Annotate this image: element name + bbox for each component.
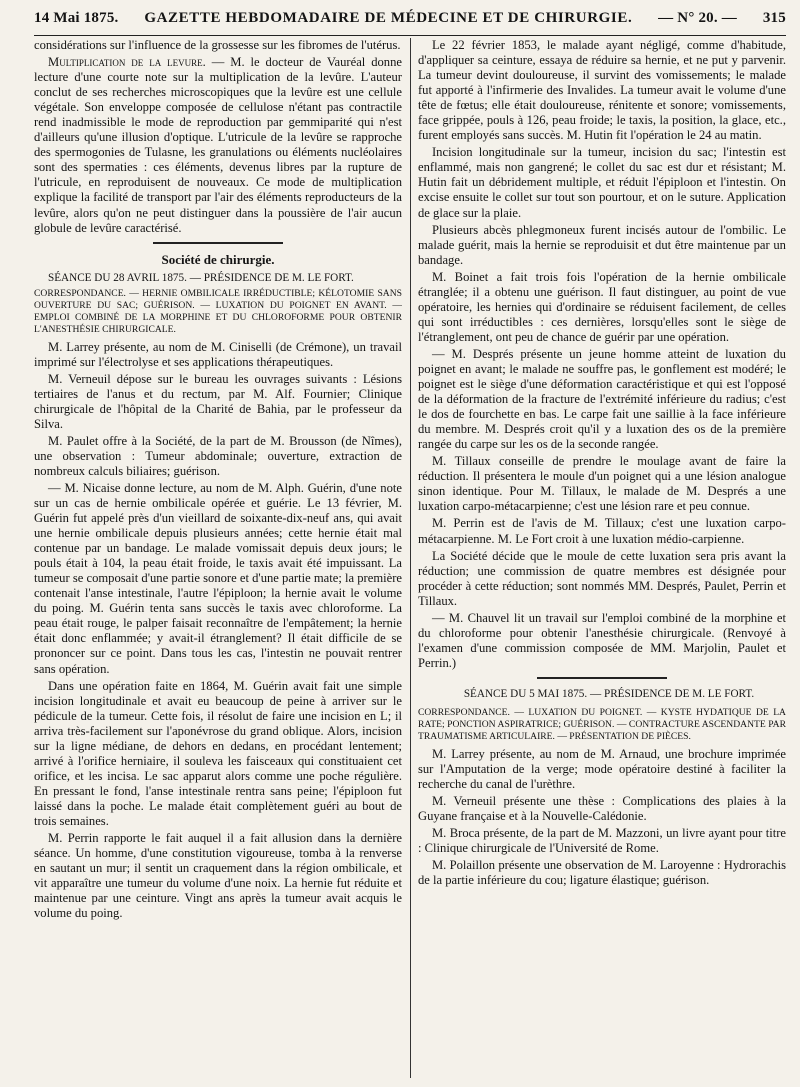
paragraph: M. Perrin rapporte le fait auquel il a fait allusion dans la dernière séance. Un homme, d'une constitution vigoureuse, tomba à la renverse en sautant un mur; il sentit un craquement dans la région ombilicale, et vit apparaître une tumeur du volume d'une noix. La hernie fut réduite et maintenue par une ceinture. Vingt ans après la tumeur avait acquis le volume du poing. bbox=[34, 831, 402, 921]
paragraph: Plusieurs abcès phlegmoneux furent incisés autour de l'ombilic. Le malade guérit, mais la hernie se reproduisit et dut être maintenue par un bandage. bbox=[417, 222, 786, 267]
paragraph: M. Paulet offre à la Société, de la part de M. Brousson (de Nîmes), une observation : Tumeur abdominale; ouverture, extraction de nombreux calculs biliaires; guérison. bbox=[34, 433, 402, 478]
paragraph: Dans une opération faite en 1864, M. Guérin avait fait une simple incision longitudinale et avait eu beaucoup de peine à arriver sur le pédicule de la tumeur. Cette fois, il résolut de faire une incision en L; il arriva très-facilement sur l'aponévrose du grand oblique. Alors, incision sur la ligne médiane, de dehors en dedans, en procédant lentement; arrivé à l'orifice herniaire, il souleva les faisceaux qui constituaient cet orifice, et les incisa. Le sac apparut alors comme une poche régulière. En pressant le fond, l'anse intestinale rentra sans peine; l'épiploon fut laissé dans la poche. Le malade était complètement guéri au bout de trois semaines. bbox=[34, 678, 402, 828]
paragraph: Incision longitudinale sur la tumeur, incision du sac; l'intestin est enflammé, mais non gangrené; le collet du sac est dur et résistant; M. Hutin fait un débridement multiple, et réduit l'épiploon et l'intestin. On excise ensuite le collet sur tout son pourtour, et on le suture. Application de glace sur la plaie. bbox=[417, 145, 786, 220]
paragraph-heading: Multiplication de la levure. bbox=[48, 55, 206, 70]
paragraph: M. Perrin est de l'avis de M. Tillaux; c'est une luxation carpo-métacarpienne. M. Le Fort croit à une luxation médio-carpienne. bbox=[417, 516, 786, 546]
paragraph: — M. Després présente un jeune homme atteint de luxation du poignet en avant; le malade ne souffre pas, le gonflement est modéré; le poignet est le siège d'une déformation caractéristique et qui est l'opposé de la déformation de la fracture de l'extrémité inférieure du radius; c'est le dos de fourchette en bas. Le carpe fait une saillie à la face inférieure du membre. M. Després croit qu'il y a luxation des os de la première rangée du carpe sur les os de la seconde rangée. bbox=[417, 346, 786, 452]
paragraph: La Société décide que le moule de cette luxation sera pris avant la réduction; une commission de quatre membres est désignée pour procéder à cette réduction; sont nommés MM. Després, Paulet, Perrin et Tillaux. bbox=[417, 548, 786, 608]
paragraph: M. Tillaux conseille de prendre le moulage avant de faire la réduction. Il présentera le moule d'un poignet qui a une lésion analogue sinon identique. Pour M. Tillaux, le malade de M. Després a une luxation carpo-métacarpienne; c'est une lésion rare et peu connue. bbox=[417, 454, 786, 514]
paragraph: M. Polaillon présente une observation de M. Laroyenne : Hydrorachis de la partie inférieure du cou; ligature élastique; guérison. bbox=[417, 857, 786, 887]
issue-number: — N° 20. — bbox=[658, 10, 737, 26]
section-title: Société de chirurgie. bbox=[161, 251, 275, 267]
paragraph: — M. Chauvel lit un travail sur l'emploi combiné de la morphine et du chloroforme pour obtenir l'anesthésie chirurgicale. (Renvoyé à l'examen d'une commission composée de MM. Marjolin, Paulet et Perrin.) bbox=[417, 610, 786, 670]
paragraph: M. Broca présente, de la part de M. Mazzoni, un livre ayant pour titre : Clinique chirurgicale de l'Université de Rome. bbox=[417, 825, 786, 855]
session-heading: SÉANCE DU 5 MAI 1875. — PRÉSIDENCE DE M. LE FORT. bbox=[463, 687, 755, 700]
section-divider bbox=[537, 677, 667, 679]
session-summary: CORRESPONDANCE. — HERNIE OMBILICALE IRRÉDUCTIBLE; KÉLOTOMIE SANS OUVERTURE DU SAC; GUÉRISON. — LUXATION DU POIGNET EN AVANT. — EMPLOI COMBINÉ DE LA MORPHINE ET DU CHLOROFORME POUR OBTENIR L'ANESTHÉSIE CHIRURGICALE. bbox=[34, 287, 402, 336]
paragraph: M. Verneuil dépose sur le bureau les ouvrages suivants : Lésions tertiaires de l'anus et du rectum, par M. Alf. Fournier; Clinique chirurgicale de l'hôpital de la Charité de Bahia, par le professeur da Silva. bbox=[34, 371, 402, 431]
paragraph-text: — M. le docteur de Vauréal donne lecture d'une courte note sur la multiplication de la levûre. L'auteur conclut de ses recherches microscopiques que la levûre est une cellule végétale. Son enveloppe composée de cellulose n'étant pas contractile rend inadmissible le mode de reproduction par gemmiparité qui n'est d'ailleurs qu'une illusion d'optique. L'utricule de la levûre se rapproche des spermogonies de Tulasne, les granulations ou éléments nucléolaires sont des spermaties : ces éléments, devenus libres par la rupture de l'utricule, en reproduisent de nouveaux. Ce mode de multiplication explique la facilité de transport par l'air des éléments reproducteurs de la levûre, alors qu'on ne peut distinguer dans la poussière de l'air aucun globule de levûre caractérisé. bbox=[34, 55, 402, 235]
paragraph: M. Larrey présente, au nom de M. Ciniselli (de Crémone), un travail imprimé sur l'électrolyse et ses applications thérapeutiques. bbox=[34, 339, 402, 369]
section-divider bbox=[153, 242, 283, 244]
paragraph: M. Boinet a fait trois fois l'opération de la hernie ombilicale étranglée; il a obtenu une guérison. Il faut distinguer, au point de vue opératoire, les hernies qui d'ordinaire se réduisent facilement, de celles qui sont irréductibles : ces dernières, lorsqu'elles sont le siège de l'étranglement, ont peu de chance de guérir par une opération. bbox=[417, 269, 786, 344]
page-number: 315 bbox=[762, 10, 786, 26]
column-rule bbox=[410, 38, 411, 1078]
paragraph: Le 22 février 1853, le malade ayant négligé, comme d'habitude, d'appliquer sa ceinture, essaya de réduire sa hernie, et ne put y parvenir. La tumeur devint douloureuse, il survint des vomissements; le malade fut apporté à l'infirmerie des Invalides. La tumeur avait le volume d'une tête de fœtus; elle était douloureuse, rénitente et sonore; vomissements, face grippée, pouls à 126, peau froide; le taxis, la position, la glace, etc., furent employés sans succès. M. Hutin fit l'opération le 24 au matin. bbox=[417, 38, 786, 143]
paragraph: — M. Nicaise donne lecture, au nom de M. Alph. Guérin, d'une note sur un cas de hernie ombilicale opérée et guérie. Le 13 février, M. Guérin fut appelé près d'un vieillard de soixante-dix-neuf ans, qui avait une hernie ombilicale depuis plusieurs années; cette hernie était mal contenue par un bandage. Le malade vomissait depuis deux jours; le pouls était à 104, la peau était froide, le taxis avait été impuissant. La tumeur se composait d'une partie sonore et d'une partie mate; la première contenait l'anse intestinale, l'autre l'épiploon; la hernie avait le volume du poing. M. Guérin tenta sans succès le taxis avec chloroforme. La peau était rouge, le palper faisait reconnaître de l'empâtement; la hernie était donc enflammée; y avait-il étranglement? Il était difficile de se prononcer sur ce point. Dans tous les cas, l'intestin ne pouvait rentrer sans opération. bbox=[34, 480, 402, 676]
paragraph bbox=[34, 55, 402, 236]
paragraph: M. Larrey présente, au nom de M. Arnaud, une brochure imprimée sur l'Amputation de la verge; mode opératoire destiné à faciliter la recherche du canal de l'urèthre. bbox=[417, 746, 786, 791]
journal-title: GAZETTE HEBDOMADAIRE DE MÉDECINE ET DE CHIRURGIE. bbox=[144, 10, 633, 26]
paragraph: M. Verneuil présente une thèse : Complications des plaies à la Guyane française et à la Nouvelle-Calédonie. bbox=[417, 793, 786, 823]
header-date: 14 Mai 1875. bbox=[34, 10, 119, 26]
session-heading: SÉANCE DU 28 AVRIL 1875. — PRÉSIDENCE DE M. LE FORT. bbox=[48, 271, 354, 284]
right-column bbox=[418, 38, 786, 1078]
running-header bbox=[34, 10, 786, 36]
left-column bbox=[34, 38, 402, 1078]
paragraph: considérations sur l'influence de la grossesse sur les fibromes de l'utérus. bbox=[34, 38, 401, 52]
session-summary: CORRESPONDANCE. — LUXATION DU POIGNET. — KYSTE HYDATIQUE DE LA RATE; PONCTION ASPIRATRICE; GUÉRISON. — CONTRACTURE ASCENDANTE PAR TRAUMATISME ARTICULAIRE. — PRÉSENTATION DE PIÈCES. bbox=[417, 706, 786, 743]
